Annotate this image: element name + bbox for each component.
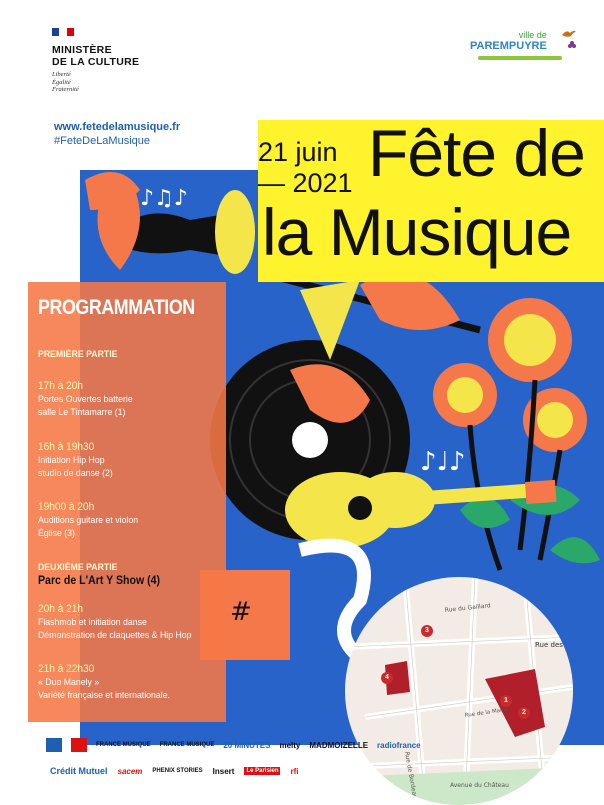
item-line2: Démonstration de claquettes & Hip Hop [38,630,192,641]
item-time: 17h à 20h [38,380,84,392]
sponsor-france-musique-2: FRANCE MUSIQUE [159,742,215,748]
sponsor-le-parisien: Le Parisien [246,768,279,774]
program-item-2 [38,441,213,480]
item-time: 19h00 à 20h [38,501,95,513]
title-line1: Fête de [368,116,585,190]
part1-heading: PREMIÈRE PARTIE [38,349,118,360]
hash-mark: # [230,597,252,627]
date-line2: — 2021 [258,168,353,198]
svg-text:Avenue du Château: Avenue du Château [450,782,509,789]
sponsor-melty: melty [279,740,301,750]
sponsor-row-1 [46,738,421,752]
map-pin-2[interactable]: 2 [518,707,530,719]
item-line2: Variété française et internationale. [38,690,170,701]
sponsor-rfi: rfi [290,766,299,776]
sponsor-logo-mark [46,738,62,752]
republic-motto [52,71,79,94]
music-notes-icon: ♪♫♪ [140,186,188,211]
motto-egalite: Égalité [52,78,71,86]
sponsor-madmoizelle: MADMOIZELLE [309,740,369,750]
park-venue: Parc de L'Art Y Show (4) [38,575,161,587]
ville-name: PAREMPUYRE [470,40,547,52]
ministry-line2: DE LA CULTURE [52,56,140,68]
program-panel [28,282,226,722]
svg-text:Rue de Bordeaux: Rue de Bordeaux [403,751,419,803]
venue-area-1 [485,669,545,737]
sponsor-credit-mutuel: Crédit Mutuel [50,766,108,776]
ville-logo [470,30,547,52]
map-pin-4[interactable]: 4 [381,672,393,684]
item-time: 20h à 21h [38,603,84,615]
program-item-4 [38,603,213,642]
sponsor-radiofrance: radiofrance [377,740,421,750]
music-notes-icon-2: ♪♩♪ [420,447,466,477]
date-line1: 21 juin [258,137,338,167]
sponsor-row-2 [50,766,298,776]
hashtag-label: #FeteDeLaMusique [54,135,151,147]
svg-text:Rue de la Mairie: Rue de la Mairie [464,706,510,719]
item-line2: Église (3) [38,528,75,539]
program-title: PROGRAMMATION [38,296,195,319]
ville-underline [478,56,562,60]
sponsor-sacem: sacem [117,766,143,776]
sponsor-france-musique: FRANCE MUSIQUE [96,742,151,748]
map-streets [345,577,573,805]
bird-icon [562,29,576,39]
map-pin-3[interactable]: 3 [421,625,433,637]
sponsor-20-minutes: 20 MINUTES [223,740,271,750]
program-item-1 [38,380,213,419]
ministry-logo [52,44,139,68]
item-line2: studio de danse (2) [38,468,113,479]
map-pin-1[interactable]: 1 [500,695,512,707]
ministry-line1: MINISTÈRE [52,44,112,56]
item-line1: Portes Ouvertes batterie [38,394,133,405]
svg-text:Rue des: Rue des [535,641,563,649]
sponsor-insert: Insert [212,766,235,776]
sponsor-logo-mark [71,738,87,752]
program-item-5 [38,663,213,702]
website-link[interactable]: www.fetedelamusique.fr [54,121,181,133]
part2-heading: DEUXIÈME PARTIE [38,562,118,573]
guitar-icon [285,472,556,548]
item-time: 21h à 22h30 [38,663,95,675]
item-time: 16h à 19h30 [38,441,95,453]
motto-fraternite: Fraternité [52,86,79,93]
svg-text:Rue du Gaillard: Rue du Gaillard [444,602,491,614]
grape-icon [568,40,576,50]
item-line2: salle Le Tintamarre (1) [38,407,126,418]
item-line1: « Duo Manely » [38,677,100,688]
flower-icon [433,298,600,570]
location-map[interactable] [345,577,573,805]
program-item-3 [38,501,213,540]
item-line1: Flashmob et initiation danse [38,617,147,628]
title-line2: la Musique [262,195,572,269]
motto-liberte: Liberté [52,71,71,78]
item-line1: Auditions guitare et violon [38,515,139,526]
ville-small-label: ville de [518,30,547,40]
republique-flag-icon [52,28,74,36]
item-line1: Initiation Hip Hop [38,455,105,466]
sponsor-phenix: PHENIX STORIES [152,768,203,774]
